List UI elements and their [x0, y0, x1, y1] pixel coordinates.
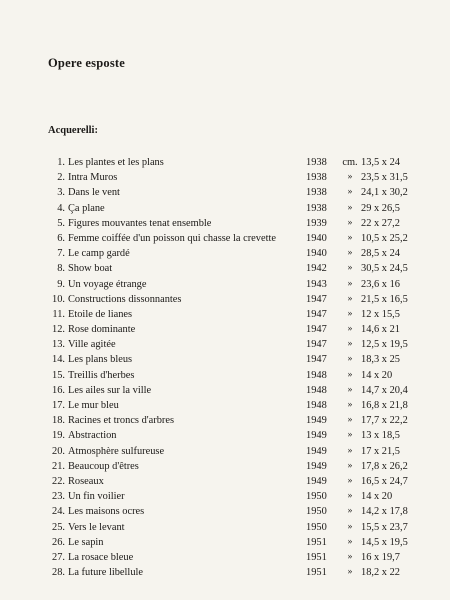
item-unit: » — [347, 567, 353, 578]
item-dimensions: 17,7 x 22,2 — [361, 415, 408, 427]
item-number: 2. — [57, 172, 65, 184]
item-unit: » — [347, 172, 353, 183]
item-dimensions: 29 x 26,5 — [361, 202, 400, 214]
item-number: 25. — [52, 521, 65, 533]
item-year: 1947 — [306, 308, 327, 320]
item-dimensions: 28,5 x 24 — [361, 248, 400, 260]
list-item — [0, 368, 450, 383]
item-number: 9. — [57, 278, 65, 290]
item-number: 20. — [52, 445, 65, 457]
item-unit: » — [347, 430, 353, 441]
item-number: 27. — [52, 551, 65, 563]
item-title: Rose dominante — [68, 324, 136, 336]
item-number: 10. — [52, 293, 65, 305]
list-item — [0, 535, 450, 550]
list-item — [0, 155, 450, 170]
item-number: 3. — [57, 187, 65, 199]
item-year: 1938 — [306, 172, 327, 184]
item-title: Les plans bleus — [68, 354, 133, 366]
item-unit: » — [347, 445, 353, 456]
item-number: 28. — [52, 567, 65, 579]
list-item — [0, 489, 450, 504]
item-title: Etoile de lianes — [68, 308, 133, 320]
item-title: Atmosphère sulfureuse — [68, 445, 165, 457]
item-unit: » — [347, 551, 353, 562]
item-dimensions: 15,5 x 23,7 — [361, 521, 408, 533]
item-year: 1948 — [306, 384, 327, 396]
list-item — [0, 216, 450, 231]
item-title: Beaucoup d'êtres — [68, 460, 139, 472]
item-year: 1950 — [306, 521, 327, 533]
item-unit: » — [347, 308, 353, 319]
item-dimensions: 21,5 x 16,5 — [361, 293, 408, 305]
item-dimensions: 13 x 18,5 — [361, 430, 400, 442]
item-dimensions: 24,1 x 30,2 — [361, 187, 408, 199]
list-item — [0, 504, 450, 519]
list-item — [0, 170, 450, 185]
list-item — [0, 550, 450, 565]
item-number: 23. — [52, 491, 65, 503]
item-dimensions: 14,6 x 21 — [361, 324, 400, 336]
item-dimensions: 18,2 x 22 — [361, 567, 400, 579]
item-year: 1949 — [306, 445, 327, 457]
item-number: 5. — [57, 217, 65, 229]
item-year: 1940 — [306, 248, 327, 260]
item-unit: » — [347, 354, 353, 365]
item-number: 13. — [52, 339, 65, 351]
item-dimensions: 23,5 x 31,5 — [361, 172, 408, 184]
item-unit: » — [347, 521, 353, 532]
item-title: Abstraction — [68, 430, 117, 442]
item-number: 8. — [57, 263, 65, 275]
list-item — [0, 413, 450, 428]
item-number: 12. — [52, 324, 65, 336]
item-unit: » — [347, 324, 353, 335]
item-number: 21. — [52, 460, 65, 472]
item-year: 1939 — [306, 217, 327, 229]
item-dimensions: 17 x 21,5 — [361, 445, 400, 457]
item-number: 6. — [57, 232, 65, 244]
item-title: Constructions dissonnantes — [68, 293, 182, 305]
item-unit: cm. — [342, 157, 358, 168]
item-title: Figures mouvantes tenat ensemble — [68, 217, 212, 229]
item-dimensions: 14,5 x 19,5 — [361, 536, 408, 548]
item-title: Le sapin — [68, 536, 104, 548]
item-unit: » — [347, 217, 353, 228]
item-dimensions: 14 x 20 — [361, 491, 393, 503]
item-number: 24. — [52, 506, 65, 518]
item-unit: » — [347, 491, 353, 502]
item-unit: » — [347, 339, 353, 350]
item-title: Ça plane — [68, 202, 105, 214]
item-title: Racines et troncs d'arbres — [68, 415, 175, 427]
item-number: 11. — [52, 308, 65, 320]
list-item — [0, 307, 450, 322]
list-item — [0, 520, 450, 535]
item-number: 14. — [52, 354, 65, 366]
list-item — [0, 474, 450, 489]
item-number: 19. — [52, 430, 65, 442]
item-dimensions: 14,7 x 20,4 — [361, 384, 408, 396]
list-item — [0, 292, 450, 307]
item-year: 1938 — [306, 202, 327, 214]
item-title: La rosace bleue — [68, 551, 134, 563]
item-year: 1951 — [306, 536, 327, 548]
list-item — [0, 565, 450, 580]
item-dimensions: 17,8 x 26,2 — [361, 460, 408, 472]
item-year: 1948 — [306, 400, 327, 411]
item-title: Les plantes et les plans — [68, 157, 164, 168]
item-unit: » — [347, 536, 353, 547]
item-title: Femme coiffée d'un poisson qui chasse la crevette — [68, 232, 276, 244]
list-item — [0, 459, 450, 474]
list-item — [0, 185, 450, 200]
item-dimensions: 23,6 x 16 — [361, 278, 400, 290]
item-unit: » — [347, 384, 353, 395]
item-dimensions: 12 x 15,5 — [361, 308, 400, 320]
item-title: Vers le levant — [68, 521, 125, 533]
item-unit: » — [347, 400, 353, 410]
item-year: 1947 — [306, 324, 327, 336]
item-year: 1949 — [306, 460, 327, 472]
item-title: La future libellule — [68, 567, 144, 579]
item-dimensions: 10,5 x 25,2 — [361, 232, 408, 244]
item-unit: » — [347, 460, 353, 471]
item-title: Le mur bleu — [68, 400, 119, 411]
list-item — [0, 352, 450, 367]
list-item — [0, 231, 450, 246]
item-unit: » — [347, 415, 353, 426]
list-item — [0, 246, 450, 261]
list-item — [0, 398, 450, 413]
item-dimensions: 16 x 19,7 — [361, 551, 400, 563]
item-dimensions: 14 x 20 — [361, 369, 393, 381]
item-year: 1951 — [306, 567, 327, 579]
list-item — [0, 261, 450, 276]
item-year: 1947 — [306, 339, 327, 351]
item-year: 1947 — [306, 293, 327, 305]
item-number: 17. — [52, 400, 65, 411]
page-title: Opere esposte — [48, 56, 126, 70]
item-unit: » — [347, 232, 353, 243]
item-number: 4. — [57, 202, 65, 214]
item-year: 1950 — [306, 506, 327, 518]
item-unit: » — [347, 278, 353, 289]
item-title: Roseaux — [68, 475, 104, 487]
list-item — [0, 383, 450, 398]
item-number: 16. — [52, 384, 65, 396]
item-unit: » — [347, 506, 353, 517]
works-list — [0, 155, 450, 580]
list-item — [0, 322, 450, 337]
item-number: 22. — [52, 475, 65, 487]
item-title: Un voyage étrange — [68, 278, 147, 290]
item-year: 1943 — [306, 278, 327, 290]
item-unit: » — [347, 475, 353, 486]
item-number: 15. — [52, 369, 65, 381]
item-title: Show boat — [68, 263, 113, 275]
item-title: Le camp gardé — [68, 248, 130, 260]
list-item — [0, 201, 450, 216]
item-year: 1940 — [306, 232, 327, 244]
item-unit: » — [347, 293, 353, 304]
item-unit: » — [347, 187, 353, 198]
item-year: 1949 — [306, 475, 327, 487]
item-number: 1. — [57, 157, 65, 168]
item-year: 1942 — [306, 263, 327, 275]
item-dimensions: 13,5 x 24 — [361, 157, 400, 168]
item-year: 1949 — [306, 415, 327, 427]
item-unit: » — [347, 202, 353, 213]
item-title: Dans le vent — [68, 187, 120, 199]
item-unit: » — [347, 263, 353, 274]
item-dimensions: 22 x 27,2 — [361, 217, 400, 229]
item-dimensions: 14,2 x 17,8 — [361, 506, 408, 518]
item-title: Intra Muros — [68, 172, 118, 184]
item-unit: » — [347, 248, 353, 259]
item-year: 1938 — [306, 187, 327, 199]
item-number: 26. — [52, 536, 65, 548]
item-dimensions: 30,5 x 24,5 — [361, 263, 408, 275]
list-item — [0, 277, 450, 292]
list-item — [0, 337, 450, 352]
item-dimensions: 18,3 x 25 — [361, 354, 400, 366]
item-year: 1950 — [306, 491, 327, 503]
item-year: 1938 — [306, 157, 327, 168]
section-heading: Acquerelli: — [48, 125, 98, 136]
item-year: 1947 — [306, 354, 327, 366]
item-title: Les ailes sur la ville — [68, 384, 152, 396]
item-title: Treillis d'herbes — [68, 369, 135, 381]
item-dimensions: 16,5 x 24,7 — [361, 475, 408, 487]
item-title: Un fin voilier — [68, 491, 125, 503]
item-dimensions: 12,5 x 19,5 — [361, 339, 408, 351]
item-title: Ville agitée — [68, 339, 116, 351]
item-number: 7. — [57, 248, 65, 260]
item-year: 1951 — [306, 551, 327, 563]
item-year: 1948 — [306, 369, 327, 381]
item-number: 18. — [52, 415, 65, 427]
item-dimensions: 16,8 x 21,8 — [361, 400, 408, 411]
item-year: 1949 — [306, 430, 327, 442]
list-item — [0, 428, 450, 443]
item-unit: » — [347, 369, 353, 380]
item-title: Les maisons ocres — [68, 506, 145, 518]
list-item — [0, 444, 450, 459]
